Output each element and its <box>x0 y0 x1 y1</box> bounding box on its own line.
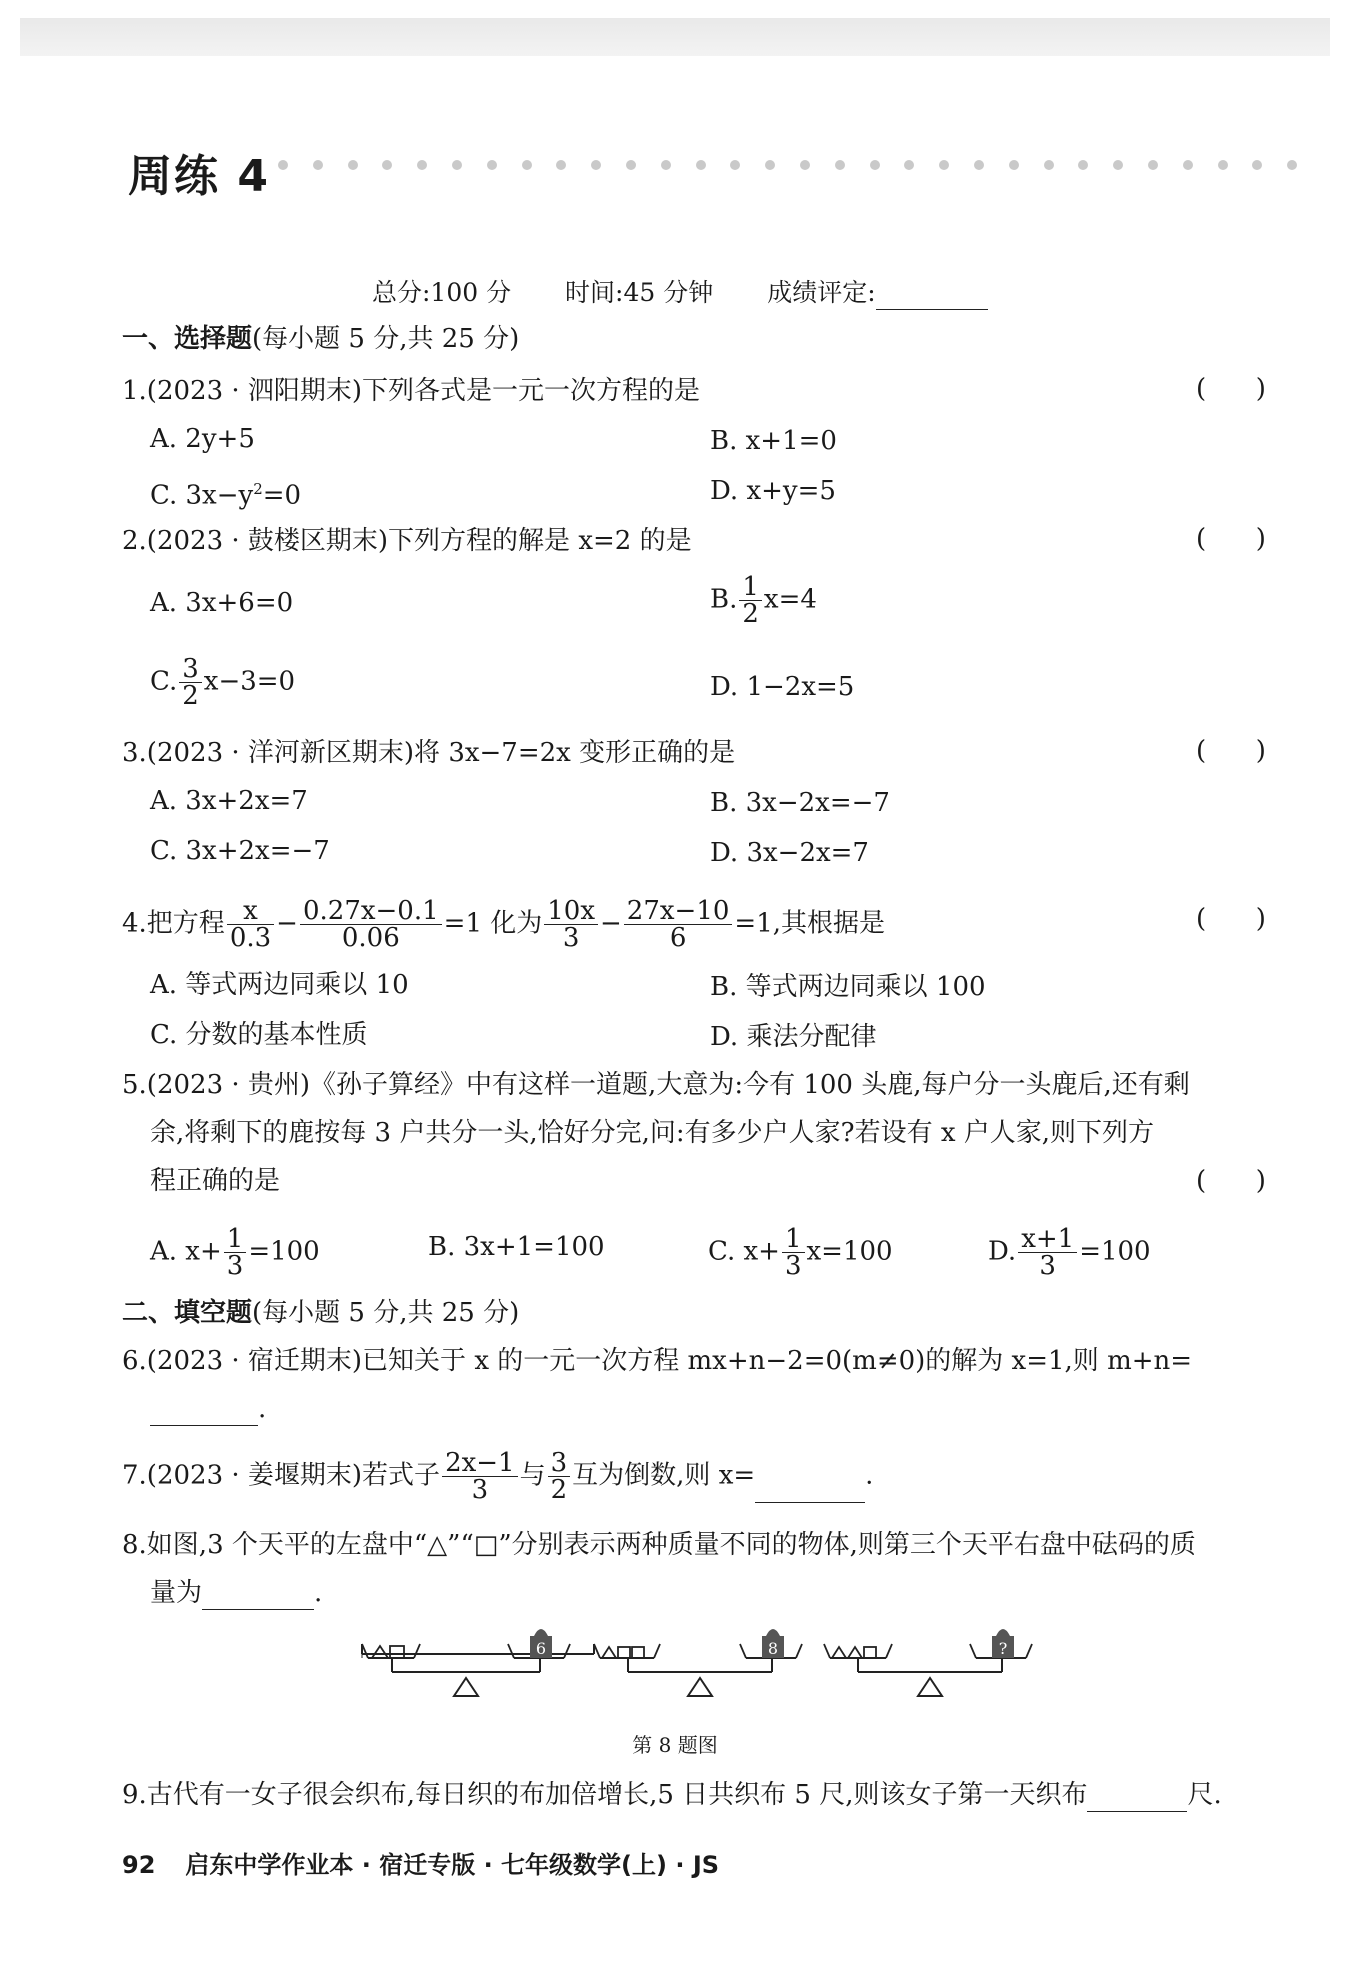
answer-paren-5[interactable]: ( ) <box>1196 1166 1266 1196</box>
q4-option-d: D. 乘法分配律 <box>710 1022 877 1052</box>
answer-paren-2[interactable]: ( ) <box>1196 524 1266 554</box>
balance-2 <box>590 1618 830 1718</box>
answer-paren-4[interactable]: ( ) <box>1196 904 1266 934</box>
q9-answer-blank[interactable] <box>1087 1787 1187 1812</box>
divider-dot <box>522 160 532 170</box>
balance-3 <box>820 1618 1060 1718</box>
divider-dot <box>1218 160 1228 170</box>
divider-dot <box>1078 160 1088 170</box>
question-3-stem: 3.(2023 · 洋河新区期末)将 3x−7=2x 变形正确的是 <box>122 738 736 768</box>
question-6-stem: 6.(2023 · 宿迁期末)已知关于 x 的一元一次方程 mx+n−2=0(m≠0)的解为 x=1,则 m+n= <box>122 1346 1193 1376</box>
divider-dot <box>487 160 497 170</box>
divider-dot <box>974 160 984 170</box>
q5-option-a: A. x+ $\frac{1}{3}$ =100 <box>150 1224 320 1281</box>
divider-dot <box>452 160 462 170</box>
question-1-stem: 1.(2023 · 泗阳期末)下列各式是一元一次方程的是 <box>122 376 701 406</box>
section-heading-choice: 一、选择题(每小题 5 分,共 25 分) <box>122 324 520 354</box>
q2-option-a: A. 3x+6=0 <box>150 588 294 618</box>
figure-caption: 第 8 题图 <box>632 1733 718 1757</box>
q2-option-d: D. 1−2x=5 <box>710 672 855 702</box>
divider-dot <box>591 160 601 170</box>
q3-option-a: A. 3x+2x=7 <box>150 786 308 816</box>
total-score: 总分:100 分 <box>372 278 512 307</box>
time-limit: 时间:45 分钟 <box>565 278 714 307</box>
page-footer <box>122 1845 719 1880</box>
divider-dot <box>313 160 323 170</box>
q1-option-d: D. x+y=5 <box>710 476 836 506</box>
q4-option-a: A. 等式两边同乘以 10 <box>150 970 409 1000</box>
q4-option-b: B. 等式两边同乘以 100 <box>710 972 986 1002</box>
title-dot-divider <box>278 160 1328 170</box>
q5-option-d: D. $\frac{x+1}{3}$ =100 <box>988 1224 1151 1281</box>
q1-option-b: B. x+1=0 <box>710 426 837 456</box>
q2-option-c: C. $\frac{3}{2}$ x−3=0 <box>150 654 296 711</box>
divider-dot <box>939 160 949 170</box>
divider-dot <box>278 160 288 170</box>
weight-label-2: 8 <box>767 1639 779 1658</box>
divider-dot <box>1183 160 1193 170</box>
question-2-stem: 2.(2023 · 鼓楼区期末)下列方程的解是 x=2 的是 <box>122 526 692 556</box>
question-5-line-2: 余,将剩下的鹿按每 3 户共分一头,恰好分完,问:有多少户人家?若设有 x 户人家,则下列方 <box>150 1118 1155 1148</box>
q4-option-c: C. 分数的基本性质 <box>150 1020 368 1050</box>
divider-dot <box>417 160 427 170</box>
question-7-stem: 7.(2023 · 姜堰期末)若式子 $\frac{2x-1}{3}$ 与 $\frac{3}{2}$ 互为倒数,则 x= . <box>122 1448 874 1505</box>
q5-option-c: C. x+ $\frac{1}{3}$ x=100 <box>708 1224 893 1281</box>
q3-option-c: C. 3x+2x=−7 <box>150 836 330 866</box>
question-9-stem: 9.古代有一女子很会织布,每日织的布加倍增长,5 日共织布 5 尺,则该女子第一天织布 尺. <box>122 1780 1222 1810</box>
divider-dot <box>765 160 775 170</box>
book-title: 启东中学作业本 · 宿迁专版 · 七年级数学(上) · JS <box>185 1851 720 1879</box>
page-title: 周练 4 <box>128 151 270 202</box>
weight-label-1: 6 <box>535 1639 547 1658</box>
q1-option-a: A. 2y+5 <box>150 424 255 454</box>
page-number: 92 <box>122 1851 156 1879</box>
divider-dot <box>800 160 810 170</box>
q7-answer-blank[interactable] <box>755 1478 865 1503</box>
answer-paren-1[interactable]: ( ) <box>1196 374 1266 404</box>
divider-dot <box>626 160 636 170</box>
question-8-line-2: 量为 . <box>150 1578 323 1608</box>
q2-option-b: B. $\frac{1}{2}$ x=4 <box>710 572 817 629</box>
divider-dot <box>1009 160 1019 170</box>
question-5-line-3: 程正确的是 <box>150 1166 281 1196</box>
answer-paren-3[interactable]: ( ) <box>1196 736 1266 766</box>
divider-dot <box>1044 160 1054 170</box>
divider-dot <box>870 160 880 170</box>
q3-option-d: D. 3x−2x=7 <box>710 838 869 868</box>
divider-dot <box>696 160 706 170</box>
divider-dot <box>348 160 358 170</box>
question-8-line-1: 8.如图,3 个天平的左盘中“△”“□”分别表示两种质量不同的物体,则第三个天平右盘中砝码的质 <box>122 1530 1196 1560</box>
divider-dot <box>556 160 566 170</box>
divider-dot <box>1148 160 1158 170</box>
q8-answer-blank[interactable] <box>202 1585 314 1610</box>
question-4-stem: 4.把方程 $\frac{x}{0.3}$ − $\frac{0.27x-0.1}{0.06}$ =1 化为 $\frac{10x}{3}$ − $\frac{27x-10}{6}$ =1,其根据是 <box>122 896 886 953</box>
divider-dot <box>835 160 845 170</box>
grade-label: 成绩评定: <box>767 278 1033 307</box>
divider-dot <box>661 160 671 170</box>
divider-dot <box>382 160 392 170</box>
divider-dot <box>730 160 740 170</box>
divider-dot <box>904 160 914 170</box>
q5-option-b: B. 3x+1=100 <box>428 1232 605 1262</box>
top-scan-band <box>20 18 1330 56</box>
question-5-line-1: 5.(2023 · 贵州)《孙子算经》中有这样一道题,大意为:今有 100 头鹿,每户分一头鹿后,还有剩 <box>122 1070 1190 1100</box>
q6-answer-blank[interactable]: . <box>150 1392 266 1426</box>
divider-dot <box>1113 160 1123 170</box>
weight-label-3: ? <box>998 1639 1008 1658</box>
divider-dot <box>1252 160 1262 170</box>
divider-dot <box>1287 160 1297 170</box>
q3-option-b: B. 3x−2x=−7 <box>710 788 890 818</box>
balance-1 <box>358 1618 598 1718</box>
q1-option-c: C. $3x-y^2=0$ <box>150 480 302 511</box>
score-header <box>372 276 1080 310</box>
section-heading-fill: 二、填空题(每小题 5 分,共 25 分) <box>122 1298 520 1328</box>
